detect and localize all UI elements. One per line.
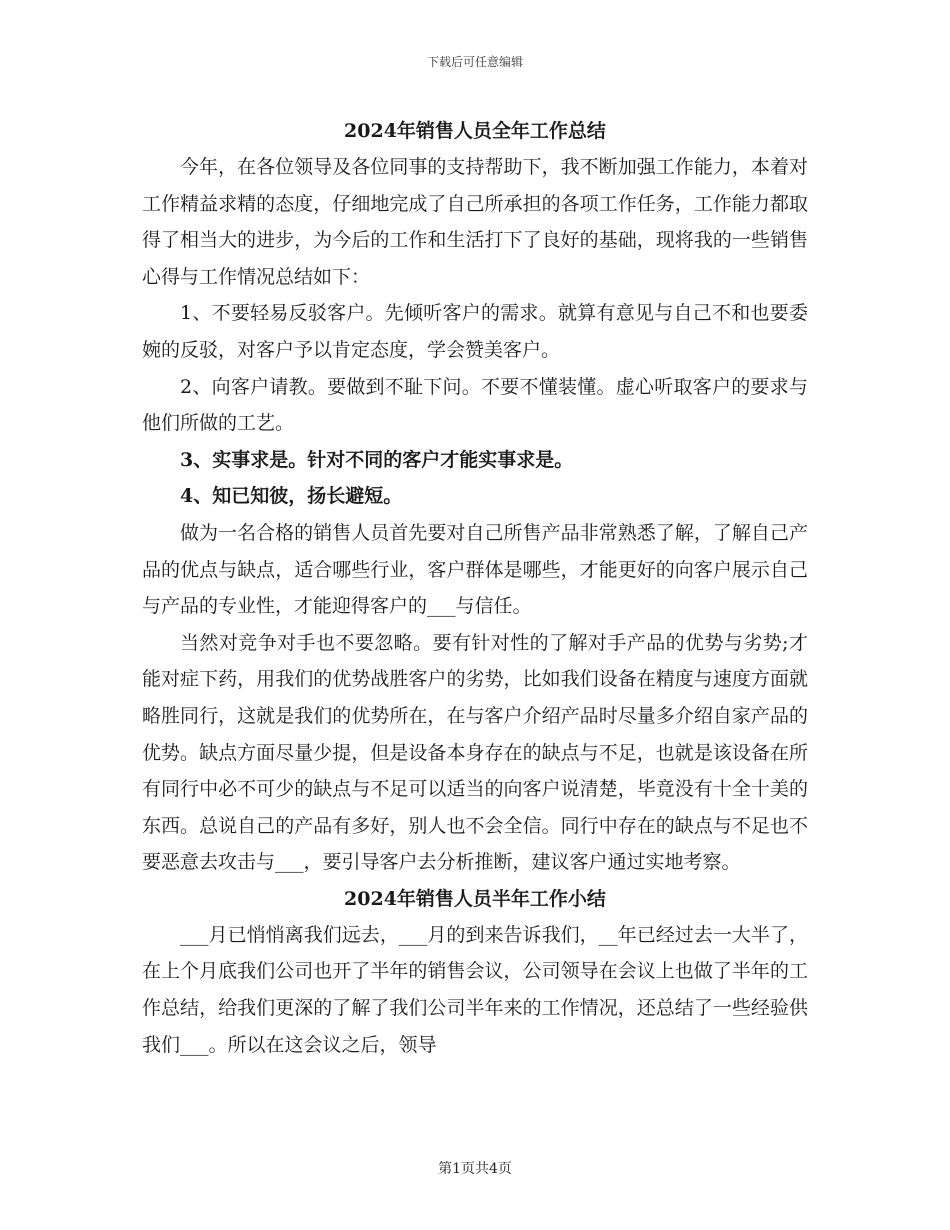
paragraph-point-1: 1、不要轻易反驳客户。先倾听客户的需求。就算有意见与自己不和也要委婉的反驳，对客户予以肯定态度，学会赞美客户。 (142, 302, 808, 361)
paragraph-intro: 今年，在各位领导及各位同事的支持帮助下，我不断加强工作能力，本着对工作精益求精的态度，仔细地完成了自己所承担的各项工作任务，工作能力都取得了相当大的进步，为今后的工作和生活打下了良好的基础，现将我的一些销售心得与工作情况总结如下： (142, 156, 808, 288)
paragraph-point-4: 4、知已知彼，扬长避短。 (180, 485, 403, 508)
paragraph-half-year: ___月已悄悄离我们远去，___月的到来告诉我们，__年已经过去一大半了，在上个月底我们公司也开了半年的销售会议，公司领导在会议上也做了半年的工作总结，给我们更深的了解了我们公司半年来的工作情况，还总结了一些经验供我们___。所以在这会议之后，领导 (142, 923, 808, 1056)
document-title: 2024年销售人员全年工作总结 (344, 120, 606, 142)
page-number: 第1页共4页 (438, 1161, 512, 1177)
paragraph-point-3: 3、实事求是。针对不同的客户才能实事求是。 (180, 448, 574, 471)
paragraph-product-knowledge: 做为一名合格的销售人员首先要对自己所售产品非常熟悉了解，了解自己产品的优点与缺点，适合哪些行业，客户群体是哪些，才能更好的向客户展示自己与产品的专业性，才能迎得客户的___与信任。 (142, 521, 808, 618)
document-body (142, 113, 808, 1063)
header-note: 下载后可任意编辑 (426, 55, 523, 69)
paragraph-competitors: 当然对竞争对手也不要忽略。要有针对性的了解对手产品的优势与劣势;才能对症下药，用我们的优势战胜客户的劣势，比如我们设备在精度与速度方面就略胜同行，这就是我们的优势所在，在与客户介绍产品时尽量多介绍自家产品的优势。缺点方面尽量少提，但是设备本身存在的缺点与不足，也就是该设备在所有同行中必不可少的缺点与不足可以适当的向客户说清楚，毕竟没有十全十美的东西。总说自己的产品有多好，别人也不会全信。同行中存在的缺点与不足也不要恶意去攻击与___，要引导客户去分析推断，建议客户通过实地考察。 (142, 631, 808, 874)
paragraph-point-2: 2、向客户请教。要做到不耻下问。不要不懂装懂。虚心听取客户的要求与他们所做的工艺。 (142, 375, 808, 435)
section-title-half-year: 2024年销售人员半年工作小结 (344, 887, 606, 910)
